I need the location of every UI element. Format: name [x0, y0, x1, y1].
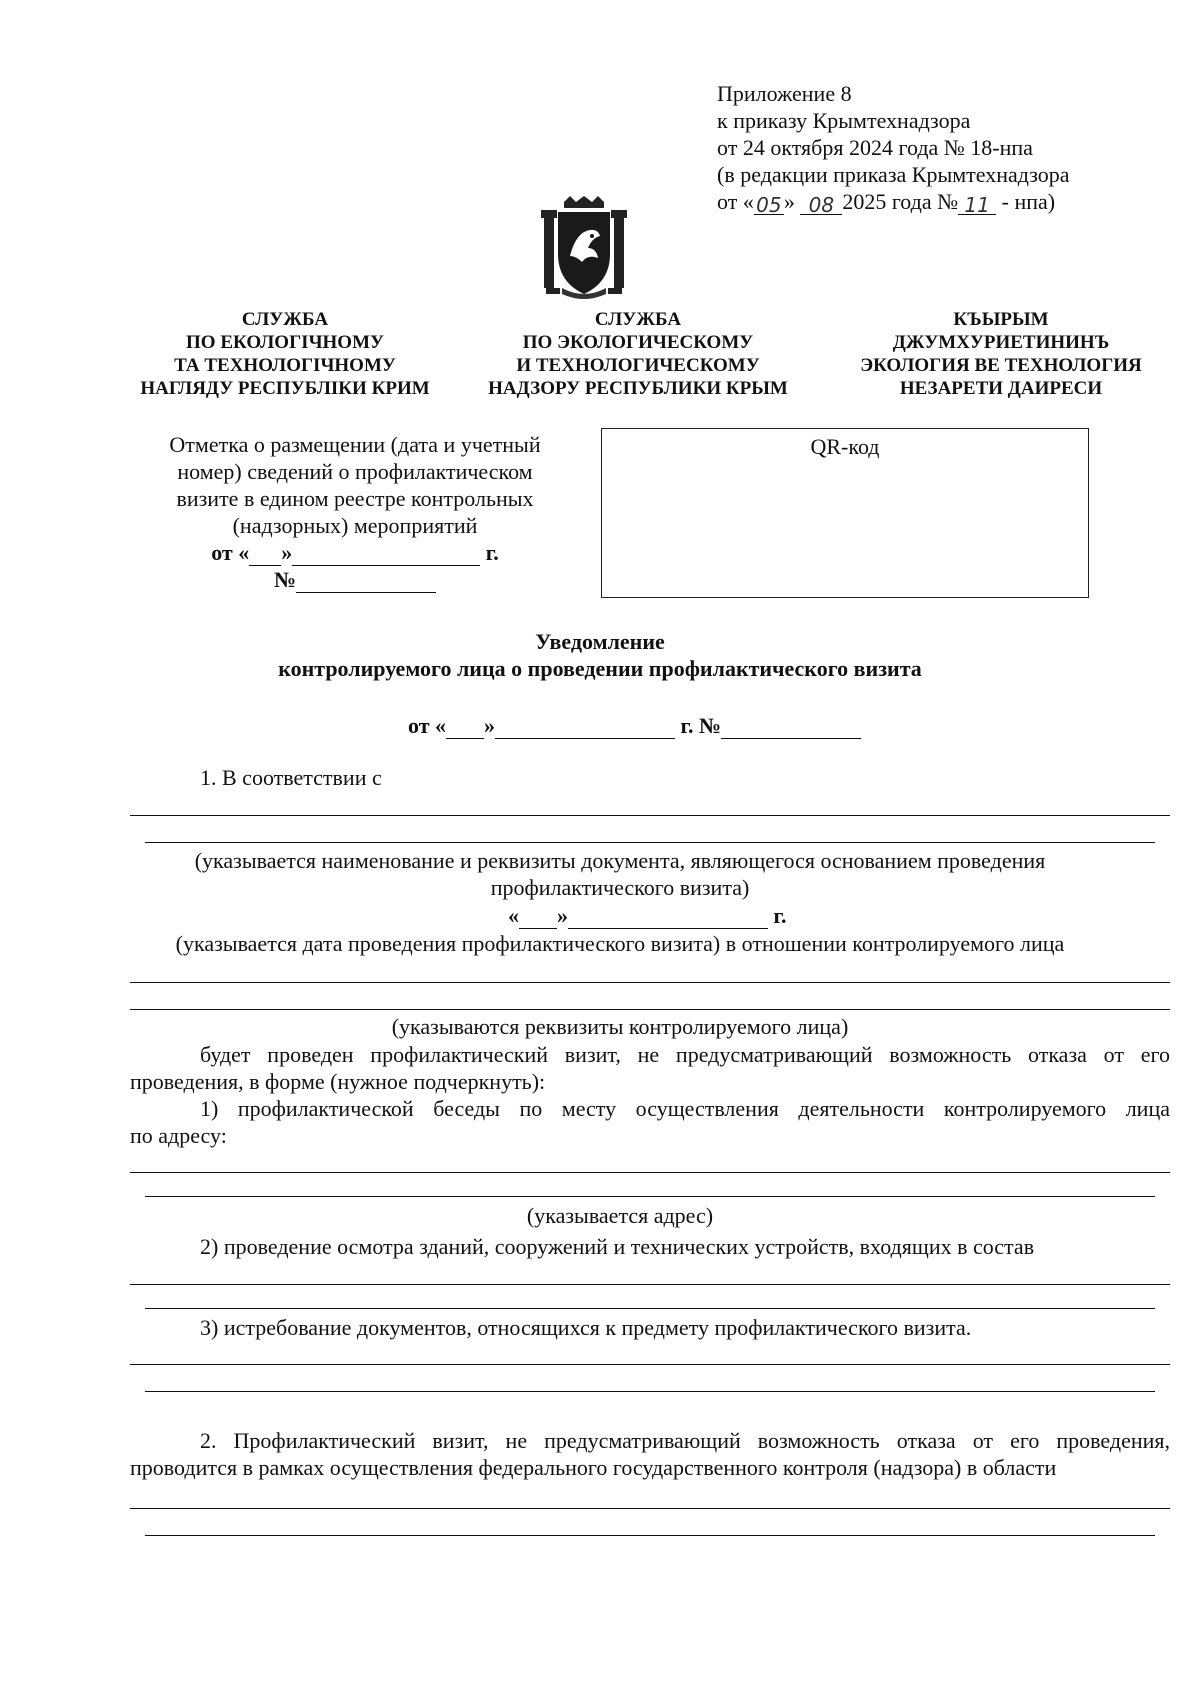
notice-date-line: от « » г. №	[408, 712, 861, 739]
hint-date: (указывается дата проведения профилактического визита) в отношении контролируемого лица	[175, 931, 1065, 956]
qr-code-box	[601, 428, 1089, 598]
fill-line	[130, 1508, 1170, 1509]
fill-line	[130, 1364, 1170, 1365]
registry-date-line: от « » г.	[211, 540, 499, 565]
fill-line	[130, 1172, 1170, 1173]
hint-basis: (указывается наименование и реквизиты документа, являющегося основанием проведения профилактического визита)	[194, 848, 1046, 900]
qr-code-label: QR-код	[810, 434, 880, 459]
paragraph-form: будет проведен профилактический визит, не предусматривающий возможность отказа от его проведения, в форме (нужное подчеркнуть):	[130, 1042, 1170, 1094]
registry-number-line: №	[135, 566, 575, 593]
fill-line	[130, 1009, 1170, 1010]
item-2: 2) проведение осмотра зданий, сооружений и технических устройств, входящих в состав	[200, 1234, 1035, 1259]
appendix-line-3: от 24 октября 2024 года № 18-нпа	[717, 135, 1033, 160]
hint-requisites: (указываются реквизиты контролируемого лица)	[391, 1014, 849, 1039]
fill-line	[130, 982, 1170, 983]
agency-name-crimean-tatar: КЪЫРЫМ ДЖУМХУРИЕТИНИНЪ ЭКОЛОГИЯ ВЕ ТЕХНОЛОГИЯ НЕЗАРЕТИ ДАИРЕСИ	[860, 309, 1142, 399]
fill-line	[145, 1391, 1155, 1392]
item-3: 3) истребование документов, относящихся к предмету профилактического визита.	[200, 1315, 972, 1340]
appendix-line-2: к приказу Крымтехнадзора	[717, 108, 971, 133]
appendix-line-4: (в редакции приказа Крымтехнадзора	[717, 162, 1070, 187]
notice-title: Уведомление контролируемого лица о проведении профилактического визита	[278, 629, 922, 681]
fill-line	[130, 1284, 1170, 1285]
fill-line	[145, 1196, 1155, 1197]
visit-date-line: « » г.	[508, 903, 787, 928]
handwritten-month: 08	[800, 192, 842, 215]
hint-address: (указывается адрес)	[526, 1203, 714, 1228]
crimea-coat-of-arms-icon	[540, 196, 628, 300]
handwritten-day: 05	[754, 192, 784, 215]
fill-line	[145, 1535, 1155, 1536]
fill-line	[145, 1308, 1155, 1309]
handwritten-number: 11	[958, 192, 996, 215]
fill-line	[130, 815, 1170, 816]
appendix-line-5: от « 05 » 08 2025 года № 11 - нпа)	[717, 189, 1056, 217]
appendix-line-1: Приложение 8	[717, 81, 852, 106]
agency-name-russian: СЛУЖБА ПО ЭКОЛОГИЧЕСКОМУ И ТЕХНОЛОГИЧЕСКОМУ НАДЗОРУ РЕСПУБЛИКИ КРЫМ	[488, 309, 788, 399]
item-1: 1) профилактической беседы по месту осуществления деятельности контролируемого лица по адресу:	[130, 1096, 1170, 1148]
agency-name-ukrainian: СЛУЖБА ПО ЕКОЛОГІЧНОМУ ТА ТЕХНОЛОГІЧНОМУ НАГЛЯДУ РЕСПУБЛІКИ КРИМ	[140, 309, 430, 399]
appendix-block	[717, 80, 1097, 215]
registry-mark: Отметка о размещении (дата и учетный номер) сведений о профилактическом визите в едином реестре контрольных (надзорных) мероприятий от « » г. №	[135, 431, 575, 593]
paragraph-2: 2. Профилактический визит, не предусматривающий возможность отказа от его проведения, проводится в рамках осуществления федерального государственного контроля (надзора) в области	[130, 1428, 1170, 1480]
paragraph-1-start: 1. В соответствии с	[200, 765, 382, 790]
fill-line	[145, 842, 1155, 843]
